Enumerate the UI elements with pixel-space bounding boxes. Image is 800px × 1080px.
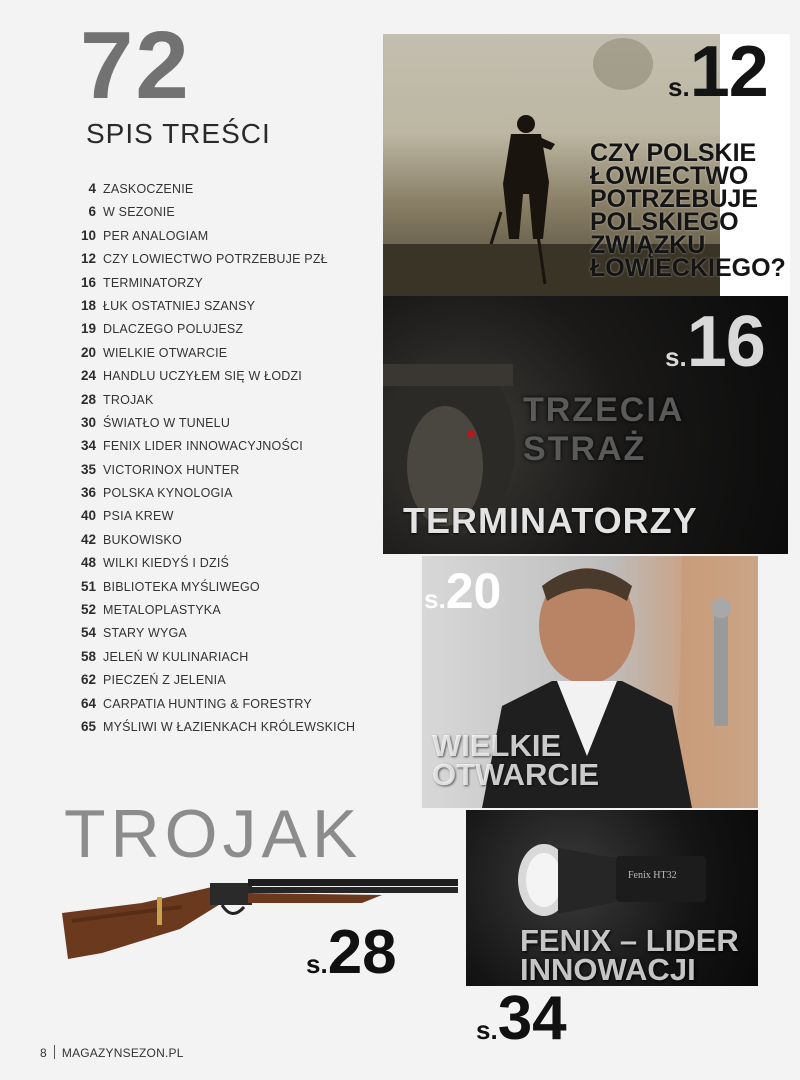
toc-page-number: 36: [80, 485, 96, 501]
page-prefix: s.: [306, 949, 328, 979]
toc-item[interactable]: [70, 415, 390, 438]
page-footer: [40, 1045, 184, 1060]
feature-16-headline: TERMINATORZY: [403, 500, 698, 541]
headline-line: ŁOWIECKIEGO?: [590, 254, 786, 282]
toc-article-title: PER ANALOGIAM: [103, 228, 209, 243]
headline-line: POTRZEBUJE: [590, 185, 759, 213]
toc-page-number: 58: [80, 648, 96, 664]
feature-34-page-label: [476, 984, 567, 1053]
toc-article-title: FENIX LIDER INNOWACYJNOŚCI: [103, 439, 303, 454]
toc-article-title: VICTORINOX HUNTER: [103, 462, 240, 477]
toc-list: [70, 181, 390, 742]
issue-number: 72: [80, 12, 191, 119]
feature-28-title: TROJAK: [64, 796, 363, 872]
toc-page-number: 10: [80, 227, 96, 243]
toc-item[interactable]: [70, 719, 390, 742]
toc-article-title: ZASKOCZENIE: [103, 182, 194, 196]
toc-item[interactable]: [70, 181, 390, 204]
toc-page-number: 64: [80, 695, 96, 711]
toc-article-title: PIECZEŃ Z JELENIA: [103, 673, 226, 688]
flashlight-model-label: Fenix HT32: [628, 870, 677, 881]
toc-item[interactable]: [70, 228, 390, 251]
headline-line: FENIX – LIDER: [520, 923, 739, 958]
toc-item[interactable]: [70, 392, 390, 415]
footer-website-link[interactable]: MAGAZYNSEZON.PL: [61, 1046, 184, 1060]
toc-item[interactable]: [70, 649, 390, 672]
toc-article-title: ŁUK OSTATNIEJ SZANSY: [103, 298, 256, 313]
toc-article-title: METALOPLASTYKA: [103, 603, 221, 618]
feature-20-page-label: [424, 563, 502, 619]
toc-item[interactable]: [70, 602, 390, 625]
headline-line: WIELKIE: [432, 728, 562, 763]
toc-article-title: JELEŃ W KULINARIACH: [103, 649, 249, 664]
toc-item[interactable]: [70, 275, 390, 298]
toc-article-title: TERMINATORZY: [103, 275, 203, 290]
toc-item[interactable]: [70, 298, 390, 321]
toc-page-number: 6: [88, 204, 96, 220]
toc-item[interactable]: [70, 345, 390, 368]
headline-line: ŁOWIECTWO: [590, 162, 749, 190]
feature-20-headline: [432, 728, 600, 793]
feature-12-headline: [590, 139, 786, 282]
toc-page-number: 28: [80, 391, 96, 407]
toc-page-number: 34: [80, 438, 96, 454]
toc-item[interactable]: [70, 368, 390, 391]
toc-article-title: TROJAK: [103, 392, 154, 407]
footer-divider: [54, 1045, 55, 1059]
headline-line: OTWARCIE: [432, 757, 600, 793]
toc-title: SPIS TREŚCI: [86, 118, 271, 149]
headline-line: CZY POLSKIE: [590, 139, 757, 167]
toc-item[interactable]: [70, 251, 390, 274]
toc-page-number: 42: [80, 531, 96, 547]
toc-page-number: 18: [80, 297, 96, 313]
toc-item[interactable]: [70, 438, 390, 461]
toc-article-title: WIELKIE OTWARCIE: [103, 345, 228, 360]
headline-line: POLSKIEGO: [590, 208, 739, 236]
toc-article-title: POLSKA KYNOLOGIA: [103, 486, 233, 501]
toc-item[interactable]: [70, 672, 390, 695]
headline-line: ZWIĄZKU: [590, 231, 706, 259]
toc-article-title: ŚWIATŁO W TUNELU: [103, 415, 231, 430]
toc-page-number: 19: [80, 321, 96, 337]
toc-article-title: BUKOWISKO: [103, 532, 182, 547]
page-prefix: s.: [476, 1015, 498, 1045]
toc-page-number: 62: [80, 672, 96, 688]
toc-item[interactable]: [70, 462, 390, 485]
page-prefix: s.: [668, 72, 690, 102]
feature-12-page-label: [668, 32, 768, 112]
toc-article-title: MYŚLIWI W ŁAZIENKACH KRÓLEWSKICH: [103, 719, 356, 734]
toc-page-number: 24: [80, 368, 96, 384]
toc-page-number: 12: [80, 251, 96, 267]
toc-article-title: STARY WYGA: [103, 626, 187, 641]
toc-article-title: CZY LOWIECTWO POTRZEBUJE PZŁ: [103, 252, 328, 267]
toc-page-number: 51: [80, 578, 96, 594]
toc-item[interactable]: [70, 696, 390, 719]
toc-item[interactable]: [70, 485, 390, 508]
toc-page-number: 35: [80, 461, 96, 477]
page-prefix: s.: [424, 584, 446, 614]
shotgun-image[interactable]: [62, 873, 462, 965]
toc-article-title: DLACZEGO POLUJESZ: [103, 322, 244, 337]
toc-item[interactable]: [70, 555, 390, 578]
toc-article-title: BIBLIOTEKA MYŚLIWEGO: [103, 579, 260, 594]
toc-page-number: 65: [80, 718, 96, 734]
page-number: 12: [689, 32, 768, 112]
page-prefix: s.: [665, 342, 687, 372]
toc-item[interactable]: [70, 532, 390, 555]
page-number: 34: [497, 984, 567, 1053]
toc-item[interactable]: [70, 625, 390, 648]
toc-page-number: 4: [88, 181, 96, 196]
toc-article-title: PSIA KREW: [103, 509, 174, 524]
toc-page-number: 40: [80, 508, 96, 524]
trzecia-straz-logo: TRZECIA STRAŻ: [523, 391, 684, 468]
page-number: 16: [686, 302, 765, 382]
toc-page-number: 16: [80, 274, 96, 290]
toc-page-number: 54: [80, 625, 96, 641]
toc-article-title: HANDLU UCZYŁEM SIĘ W ŁODZI: [103, 369, 302, 384]
page-number: 20: [445, 563, 502, 619]
headline-line: INNOWACJI: [520, 952, 696, 988]
toc-page-number: 30: [80, 414, 96, 430]
page-number: 28: [327, 918, 397, 987]
feature-34-headline: [520, 923, 739, 988]
toc-page-number: 20: [80, 344, 96, 360]
toc-article-title: W SEZONIE: [103, 205, 175, 220]
footer-page-number: 8: [40, 1046, 47, 1060]
toc-article-title: CARPATIA HUNTING & FORESTRY: [103, 696, 312, 711]
toc-article-title: WILKI KIEDYŚ I DZIŚ: [103, 556, 230, 571]
toc-page-number: 48: [80, 555, 96, 571]
toc-page-number: 52: [80, 602, 96, 618]
toc-item[interactable]: [70, 204, 390, 227]
feature-16-page-label: [665, 302, 765, 382]
toc-item[interactable]: [70, 508, 390, 531]
toc-item[interactable]: [70, 321, 390, 344]
toc-item[interactable]: [70, 579, 390, 602]
feature-28-page-label: [306, 918, 397, 987]
